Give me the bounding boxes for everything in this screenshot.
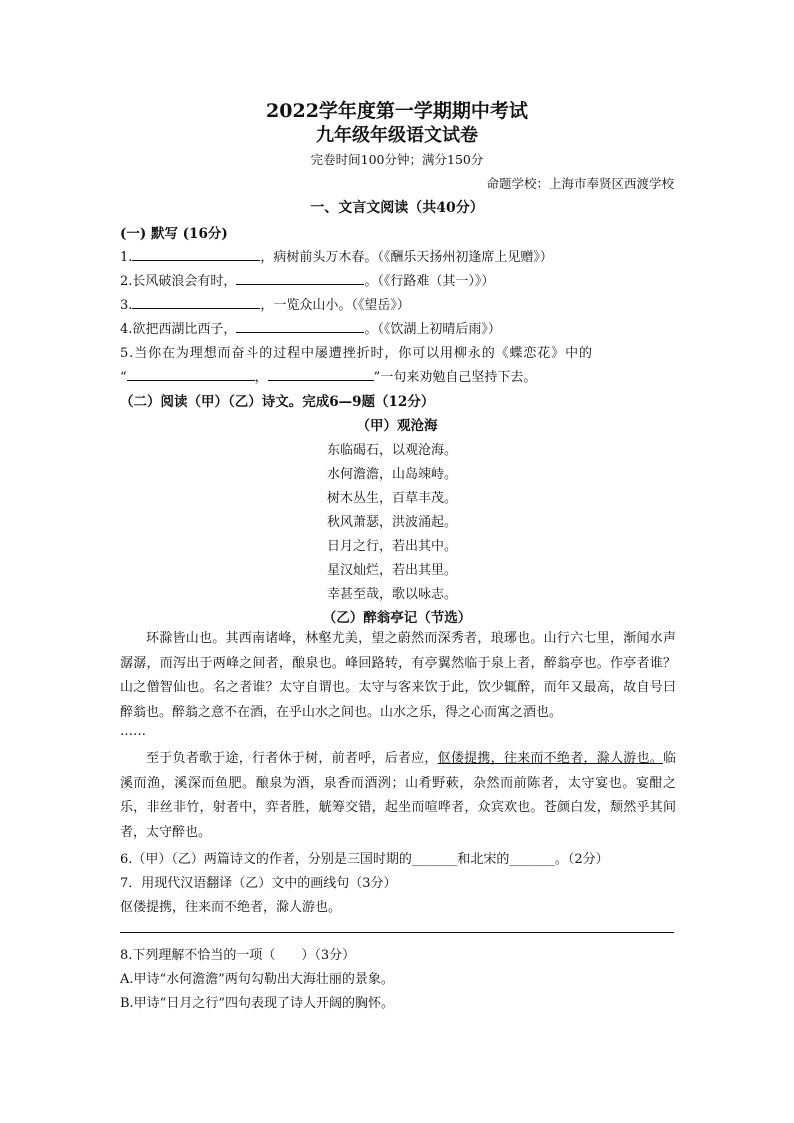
q5-blank-1[interactable]: [127, 367, 255, 381]
q4-text-pre: 4.欲把西湖比西子，: [120, 322, 237, 337]
q3-text: ，一览众山小。（《望岳》）: [260, 298, 410, 313]
poem-line: 东临碣石，以观沧海。: [327, 443, 458, 458]
q3-blank[interactable]: [132, 295, 260, 309]
q5-open-quote: “: [120, 370, 127, 385]
school-name: 命题学校：上海市奉贤区西渡学校: [486, 176, 674, 191]
q1-number: 1.: [120, 250, 133, 265]
poem-line: 幸甚至哉，歌以咏志。: [327, 587, 458, 602]
q1-blank[interactable]: [132, 247, 260, 261]
question-1: [120, 246, 553, 265]
poem-line: 星汉灿烂，若出其里。: [327, 563, 458, 578]
q5-blank-2[interactable]: [268, 367, 374, 381]
q2-text-pre: 2.长风破浪会有时，: [120, 274, 237, 289]
prose-passage-1: [120, 627, 676, 725]
question-2: [120, 270, 494, 289]
section-heading: 一、文言文阅读（共40分）: [310, 200, 484, 216]
question-4: [120, 318, 501, 337]
question-3: [120, 294, 410, 313]
part2-heading: （二）阅读（甲）（乙）诗文。完成6—9题（12分）: [120, 394, 435, 410]
q8-option-b: B.甲诗“日月之行”四句表现了诗人开阔的胸怀。: [120, 996, 394, 1011]
answer-line[interactable]: [120, 932, 674, 933]
prose-passage-2: [120, 747, 676, 845]
q5-comma: ，: [254, 370, 268, 385]
q4-text: 。（《饮湖上初晴后雨》）: [364, 322, 501, 337]
question-6: 6.（甲）（乙）两篇诗文的作者，分别是三国时期的_______和北宋的_______。（2分）: [120, 852, 609, 867]
underlined-sentence: 伛偻提携，往来而不绝者，滁人游也。: [437, 751, 663, 766]
q5-text: ”一句来劝勉自己坚持下去。: [373, 370, 537, 385]
q1-text: ，病树前头万木春。（《酬乐天扬州初逢席上见赠》）: [260, 250, 553, 265]
exam-info: 完卷时间100分钟；满分150分: [310, 152, 484, 167]
question-8: 8.下列理解不恰当的一项（ ）（3分）: [120, 948, 356, 963]
q2-text: 。（《行路难（其一）》）: [364, 274, 495, 289]
exam-subtitle: 九年级年级语文试卷: [316, 125, 478, 146]
prose-paragraph-1: 环滁皆山也。其西南诸峰，林壑尤美，望之蔚然而深秀者，琅琊也。山行六七里，渐闻水声潺潺，而泻出于两峰之间者，酿泉也。峰回路转，有亭翼然临于泉上者，醉翁亭也。作亭者谁？山之僧智仙也。名之者谁？太守自谓也。太守与客来饮于此，饮少辄醉，而年又最高，故自号曰醉翁也。醉翁之意不在酒，在乎山水之间也。山水之乐，得之心而寓之酒也。: [120, 631, 676, 720]
question-5: 5.当你在为理想而奋斗的过程中屡遭挫折时，你可以用柳永的《蝶恋花》中的: [120, 346, 593, 361]
q4-blank[interactable]: [236, 319, 364, 333]
poem-line: 日月之行，若出其中。: [327, 539, 458, 554]
q8-option-a: A.甲诗“水何澹澹”两句勾勒出大海壮丽的景象。: [120, 972, 394, 987]
prose-p2-rest: 临溪而渔，溪深而鱼肥。酿泉为酒，泉香而酒洌；山肴野蔌，杂然而前陈者，太守宴也。宴酣之乐，非丝非竹，射者中，弈者胜，觥筹交错，起坐而喧哗者，众宾欢也。苍颜白发，颓然乎其间者，太守醉也。: [120, 751, 676, 840]
prose-ellipsis: ……: [120, 724, 146, 739]
q2-blank[interactable]: [236, 271, 364, 285]
prose-p2-start: 至于负者歌于途，行者休于树，前者呼，后者应，: [146, 751, 438, 766]
exam-title: 2022学年度第一学期期中考试: [266, 100, 528, 122]
poem-line: 水何澹澹，山岛竦峙。: [327, 467, 458, 482]
poem-title: （甲）观沧海: [356, 418, 438, 434]
part1-heading: (一) 默写 (16分): [120, 226, 228, 242]
question-5-blanks: [120, 366, 536, 385]
prose-paragraph-2: [120, 747, 676, 845]
question-7: 7．用现代汉语翻译（乙）文中的画线句（3分）: [120, 876, 397, 891]
poem-line: 树木丛生，百草丰茂。: [327, 491, 458, 506]
prose-title: （乙）醉翁亭记（节选）: [322, 610, 472, 626]
poem-line: 秋风萧瑟，洪波涌起。: [327, 515, 458, 530]
question-7-sentence: 伛偻提携，往来而不绝者，滁人游也。: [120, 900, 342, 915]
q3-number: 3.: [120, 298, 133, 313]
